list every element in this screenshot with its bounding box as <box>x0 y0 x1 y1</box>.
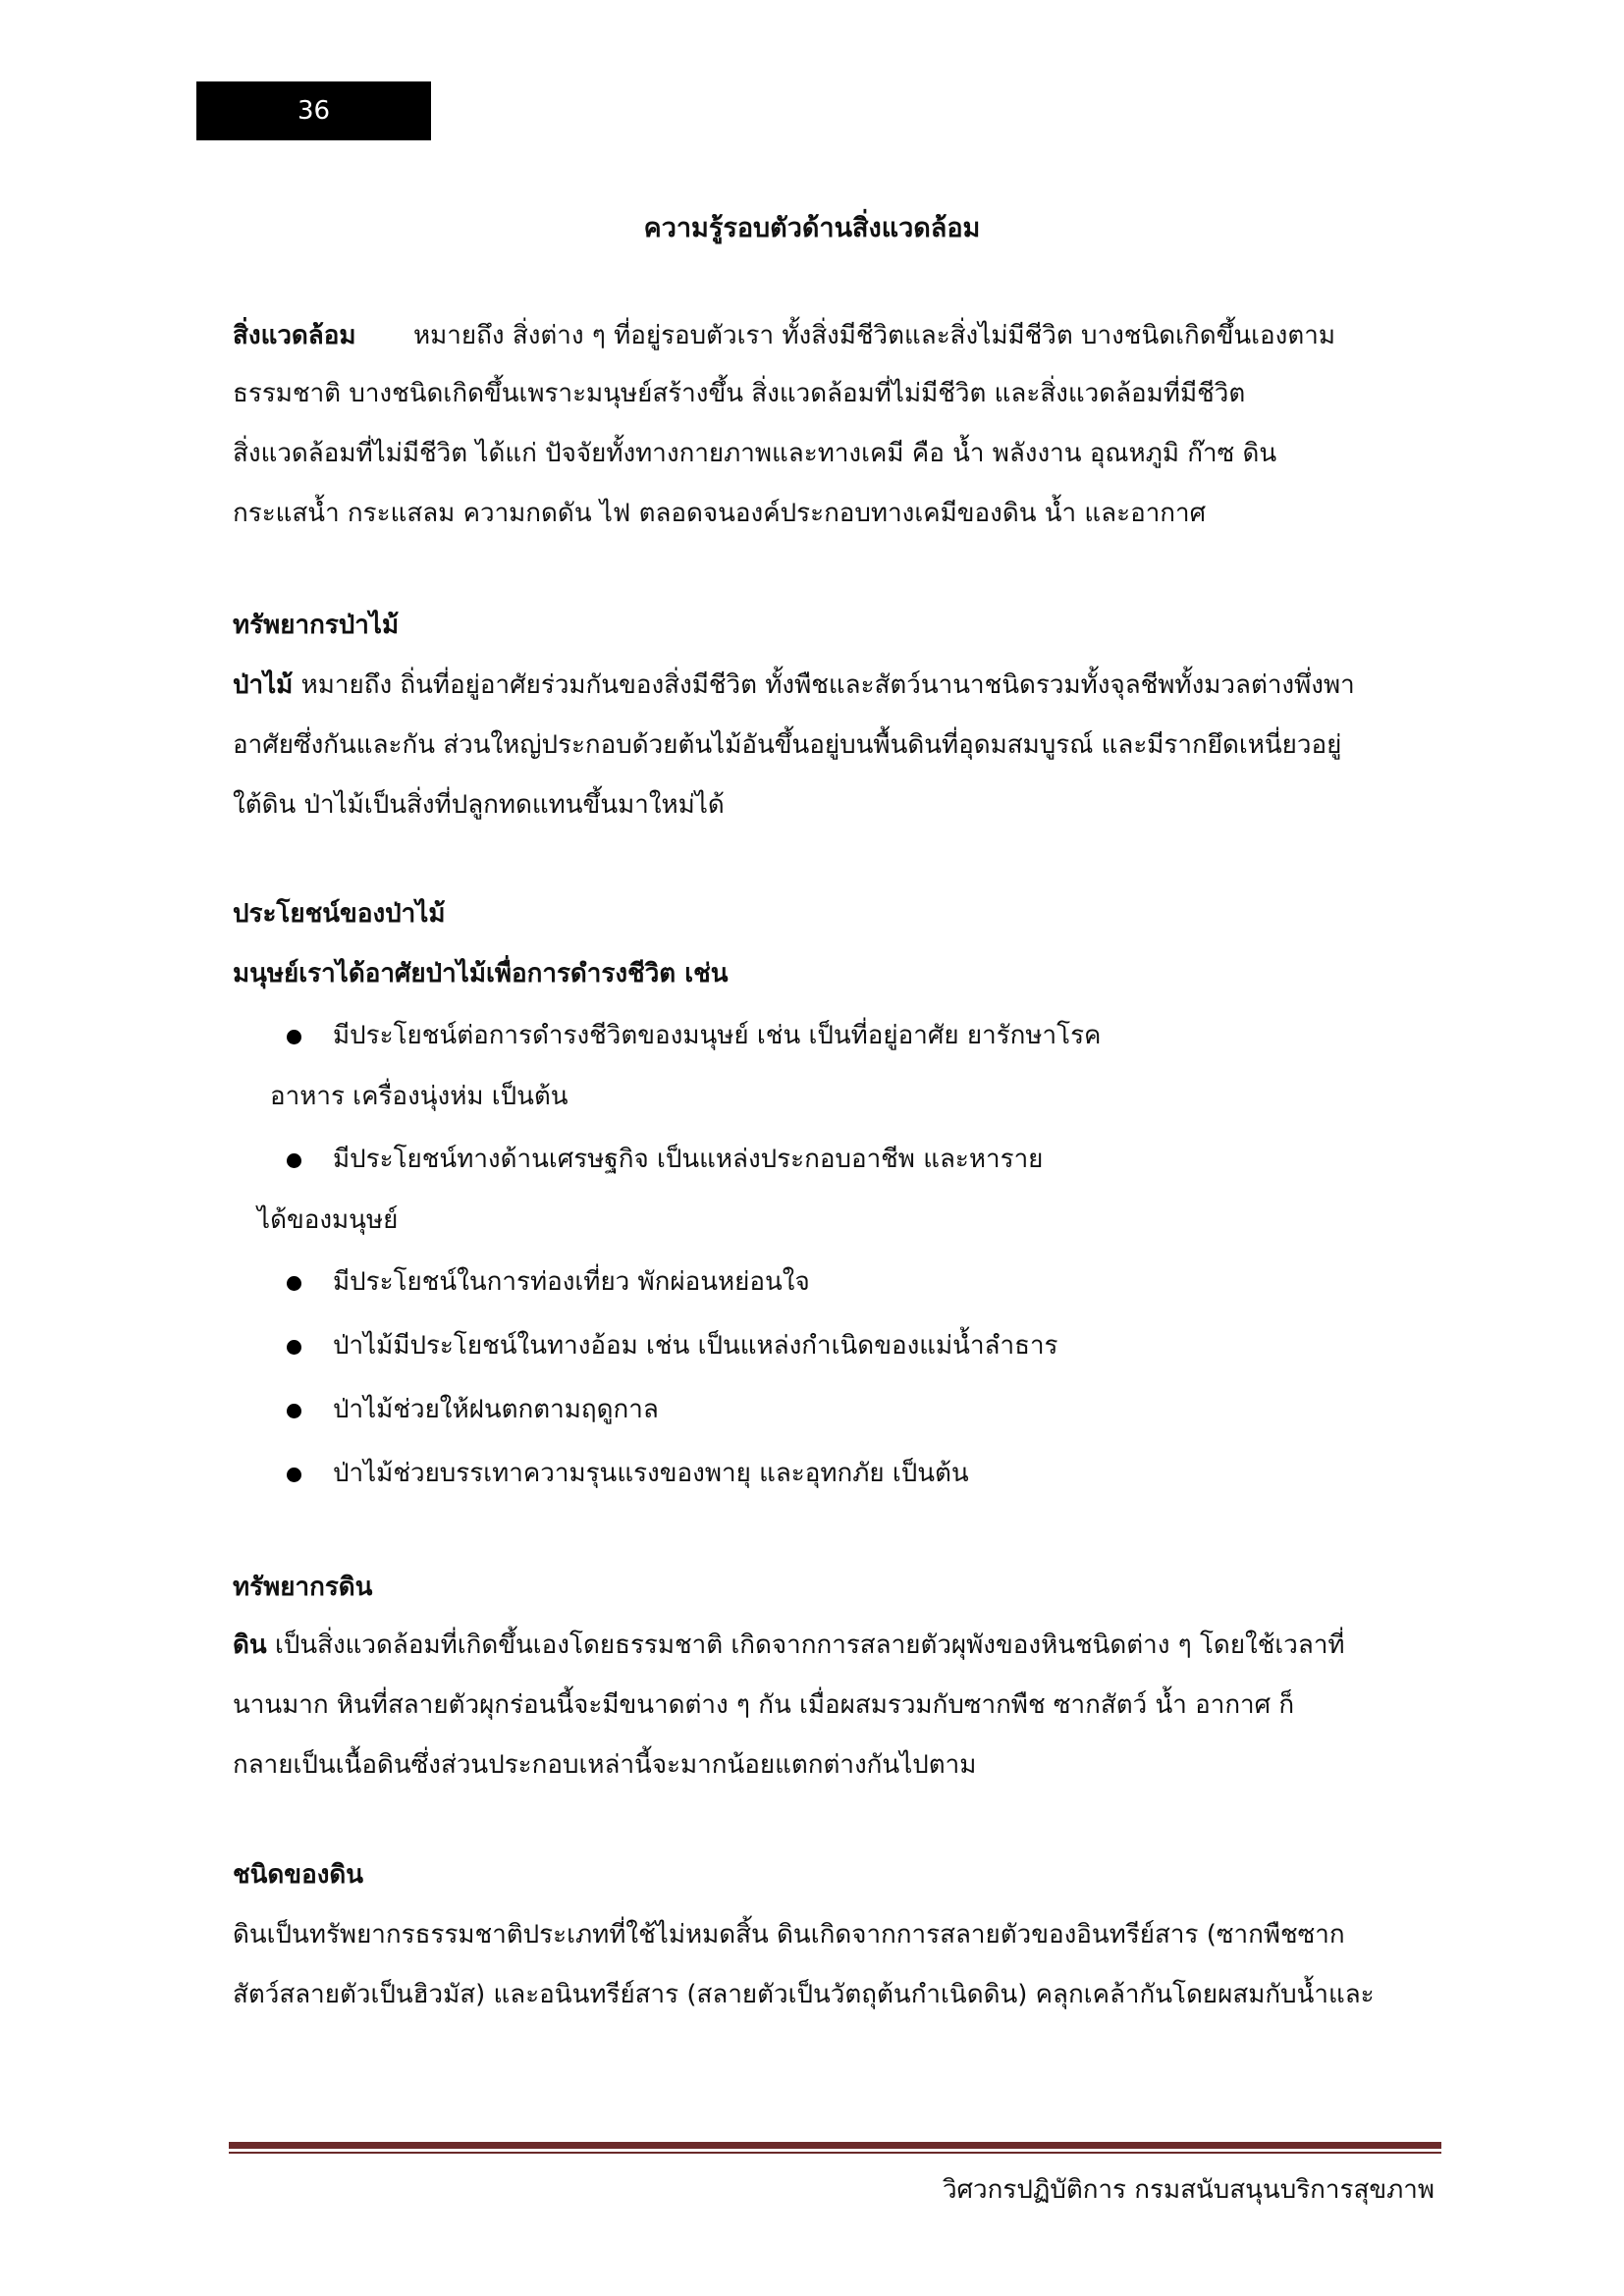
page-number: 36 <box>196 81 431 140</box>
bullet-dot <box>287 1276 301 1291</box>
soil-types-heading: ชนิดของดิน <box>233 1860 364 1890</box>
environment-paragraph-line-3: สิ่งแวดล้อมที่ไม่มีชีวิต ได้แก่ ปัจจัยทั้งทางกายภาพและทางเคมี คือ น้ำ พลังงาน อุณหภูมิ ก๊าซ ดิน <box>233 439 1277 468</box>
forest-paragraph-line-3: ใต้ดิน ป่าไม้เป็นสิ่งที่ปลูกทดแทนขึ้นมาใหม่ได้ <box>233 790 725 820</box>
forest-paragraph-line-2: อาศัยซึ่งกันและกัน ส่วนใหญ่ประกอบด้วยต้นไม้อันขึ้นอยู่บนพื้นดินที่อุดมสมบูรณ์ และมีรากยึดเหนี่ยวอยู่ <box>233 730 1342 760</box>
bullet-dot <box>287 1404 301 1418</box>
environment-paragraph-line-4: กระแสน้ำ กระแสลม ความกดดัน ไฟ ตลอดจนองค์ประกอบทางเคมีของดิน น้ำ และอากาศ <box>233 499 1207 528</box>
soil-paragraph-line-1 <box>233 1628 1345 1663</box>
forest-paragraph-line-1 <box>233 667 1355 703</box>
forest-text-1: หมายถึง ถิ่นที่อยู่อาศัยร่วมกันของสิ่งมีชีวิต ทั้งพืชและสัตว์นานาชนิดรวมทั้งจุลชีพทั้งมวลต่างพึ่งพา <box>300 670 1355 700</box>
environment-term: สิ่งแวดล้อม <box>233 321 356 350</box>
document-title: ความรู้รอบตัวด้านสิ่งแวดล้อม <box>643 213 981 243</box>
forest-heading: ทรัพยากรป่าไม้ <box>233 611 400 640</box>
footer-organization: วิศวกรปฏิบัติการ กรมสนับสนุนบริการสุขภาพ <box>942 2175 1435 2205</box>
environment-paragraph-line-1 <box>233 318 1335 353</box>
benefit-bullet-4: ป่าไม้มีประโยชน์ในทางอ้อม เช่น เป็นแหล่งกำเนิดของแม่น้ำลำธาร <box>333 1331 1058 1361</box>
benefit-bullet-6: ป่าไม้ช่วยบรรเทาความรุนแรงของพายุ และอุทกภัย เป็นต้น <box>333 1459 969 1488</box>
benefit-bullet-3: มีประโยชน์ในการท่องเที่ยว พักผ่อนหย่อนใจ <box>333 1267 810 1297</box>
soil-paragraph-line-2: นานมาก หินที่สลายตัวผุกร่อนนี้จะมีขนาดต่าง ๆ กัน เมื่อผสมรวมกับซากพืช ซากสัตว์ น้ำ อากาศ ก็ <box>233 1690 1295 1720</box>
benefit-bullet-1: มีประโยชน์ต่อการดำรงชีวิตของมนุษย์ เช่น เป็นที่อยู่อาศัย ยารักษาโรค <box>333 1021 1102 1050</box>
environment-text-1: หมายถึง สิ่งต่าง ๆ ที่อยู่รอบตัวเรา ทั้งสิ่งมีชีวิตและสิ่งไม่มีชีวิต บางชนิดเกิดขึ้นเองตาม <box>413 321 1335 350</box>
footer-rule-thin <box>229 2152 1441 2154</box>
bullet-dot <box>287 1153 301 1168</box>
benefit-bullet-1-continuation: อาหาร เครื่องนุ่งห่ม เป็นต้น <box>270 1082 568 1111</box>
footer-rule <box>229 2142 1441 2149</box>
soil-heading: ทรัพยากรดิน <box>233 1573 373 1602</box>
forest-term: ป่าไม้ <box>233 670 294 700</box>
soil-text-1: เป็นสิ่งแวดล้อมที่เกิดขึ้นเองโดยธรรมชาติ เกิดจากการสลายตัวผุพังของหินชนิดต่าง ๆ โดยใช้เวลาที่ <box>274 1630 1345 1660</box>
soil-types-paragraph-line-1: ดินเป็นทรัพยากรธรรมชาติประเภทที่ใช้ไม่หมดสิ้น ดินเกิดจากการสลายตัวของอินทรีย์สาร (ซากพืชซาก <box>233 1920 1345 1949</box>
forest-benefits-subheading: มนุษย์เราได้อาศัยป่าไม้เพื่อการดำรงชีวิต เช่น <box>233 959 729 988</box>
benefit-bullet-5: ป่าไม้ช่วยให้ฝนตกตามฤดูกาล <box>333 1395 659 1424</box>
soil-types-paragraph-line-2: สัตว์สลายตัวเป็นฮิวมัส) และอนินทรีย์สาร (สลายตัวเป็นวัตถุต้นกำเนิดดิน) คลุกเคล้ากันโดยผสมกับน้ำและ <box>233 1980 1375 2009</box>
environment-paragraph-line-2: ธรรมชาติ บางชนิดเกิดขึ้นเพราะมนุษย์สร้างขึ้น สิ่งแวดล้อมที่ไม่มีชีวิต และสิ่งแวดล้อมที่มีชีวิต <box>233 379 1246 408</box>
bullet-dot <box>287 1468 301 1482</box>
forest-benefits-heading: ประโยชน์ของป่าไม้ <box>233 899 446 929</box>
benefit-bullet-2-continuation: ได้ของมนุษย์ <box>257 1205 399 1235</box>
soil-paragraph-line-3: กลายเป็นเนื้อดินซึ่งส่วนประกอบเหล่านี้จะมากน้อยแตกต่างกันไปตาม <box>233 1750 977 1780</box>
soil-term: ดิน <box>233 1630 267 1660</box>
benefit-bullet-2: มีประโยชน์ทางด้านเศรษฐกิจ เป็นแหล่งประกอบอาชีพ และหาราย <box>333 1145 1044 1174</box>
bullet-dot <box>287 1340 301 1355</box>
bullet-dot <box>287 1030 301 1044</box>
